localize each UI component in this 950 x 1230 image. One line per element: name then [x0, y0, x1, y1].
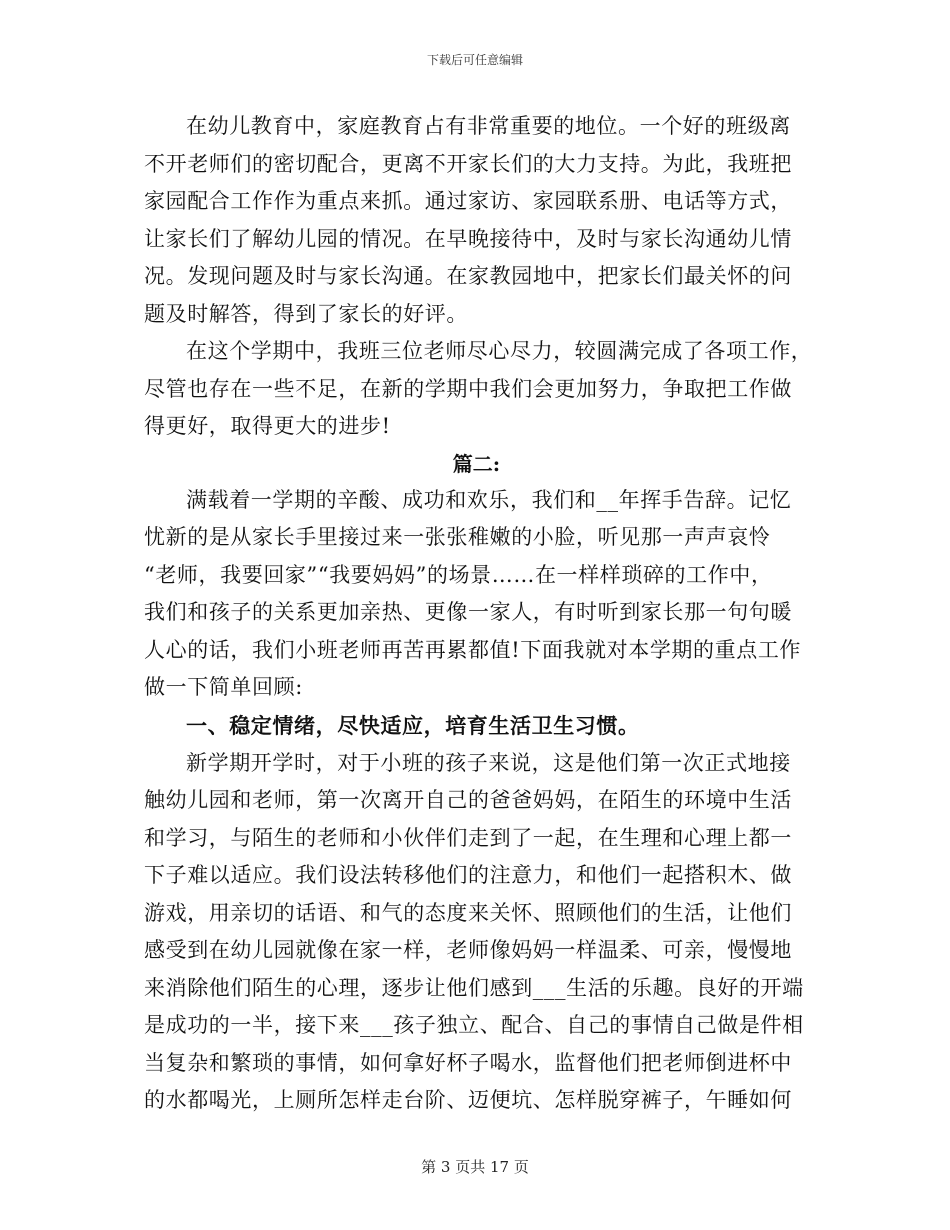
text-line: 下子难以适应。我们设法转移他们的注意力，和他们一起搭积木、做 [144, 863, 792, 887]
text-line: 我们和孩子的关系更加亲热、更像一家人，有时听到家长那一句句暖 [144, 600, 792, 624]
text-line: 做一下简单回顾: [144, 675, 303, 699]
text-line: 来消除他们陌生的心理，逐步让他们感到___生活的乐趣。良好的开端 [144, 975, 804, 1000]
text-line: 的水都喝光，上厕所怎样走台阶、迈便坑、怎样脱穿裤子，午睡如何 [144, 1088, 792, 1112]
text-line: 感受到在幼儿园就像在家一样，老师像妈妈一样温柔、可亲，慢慢地 [144, 938, 792, 962]
page-header: 下载后可任意编辑 [426, 53, 523, 67]
section-title: 篇二: [452, 451, 501, 476]
text-line: 是成功的一半，接下来___孩子独立、配合、自己的事情自己做是件相 [144, 1013, 804, 1037]
text-line: 在这个学期中，我班三位老师尽心尽力，较圆满完成了各项工作， [186, 339, 813, 363]
document-body [144, 108, 813, 1120]
text-line: “老师，我要回家”“我要妈妈”的场景……在一样样琐碎的工作中， [144, 562, 773, 587]
text-line: 让家长们了解幼儿园的情况。在早晚接待中，及时与家长沟通幼儿情 [144, 226, 792, 251]
paragraph-adaptation [144, 745, 809, 1120]
text-line: 满载着一学期的辛酸、成功和欢乐，我们和__年挥手告辞。记忆 [186, 487, 792, 512]
text-line: 题及时解答，得到了家长的好评。 [144, 301, 468, 326]
text-line: 触幼儿园和老师，第一次离开自己的爸爸妈妈，在陌生的环境中生活 [144, 788, 792, 812]
page-number: 第 3 页共 17 页 [421, 1158, 529, 1176]
text-line: 尽管也存在一些不足，在新的学期中我们会更加努力，争取把工作做 [144, 376, 792, 401]
paragraph-family-cooperation [144, 108, 809, 333]
paragraph-intro-part2 [144, 482, 809, 707]
text-line: 人心的话，我们小班老师再苦再累都值!下面我就对本学期的重点工作 [144, 637, 802, 662]
text-line: 游戏，用亲切的话语、和气的态度来关怀、照顾他们的生活，让他们 [144, 900, 792, 925]
text-line: 在幼儿教育中，家庭教育占有非常重要的地位。一个好的班级离 [186, 114, 791, 138]
text-line: 新学期开学时，对于小班的孩子来说，这是他们第一次正式地接 [186, 750, 791, 775]
text-line: 家园配合工作作为重点来抓。通过家访、家园联系册、电话等方式， [144, 189, 792, 213]
heading-stabilize-emotions: 一、稳定情绪，尽快适应，培育生活卫生习惯。 [186, 712, 640, 738]
paragraph-semester-summary [144, 333, 813, 446]
text-line: 得更好，取得更大的进步! [144, 414, 391, 438]
text-line: 况。发现问题及时与家长沟通。在家教园地中，把家长们最关怀的问 [144, 264, 792, 288]
text-line: 不开老师们的密切配合，更离不开家长们的大力支持。为此，我班把 [144, 151, 792, 176]
text-line: 当复杂和繁琐的事情，如何拿好杯子喝水，监督他们把老师倒进杯中 [144, 1050, 792, 1075]
text-line: 忧新的是从家长手里接过来一张张稚嫩的小脸，听见那一声声哀怜 [144, 525, 771, 549]
text-line: 和学习，与陌生的老师和小伙伴们走到了一起，在生理和心理上都一 [144, 825, 792, 850]
